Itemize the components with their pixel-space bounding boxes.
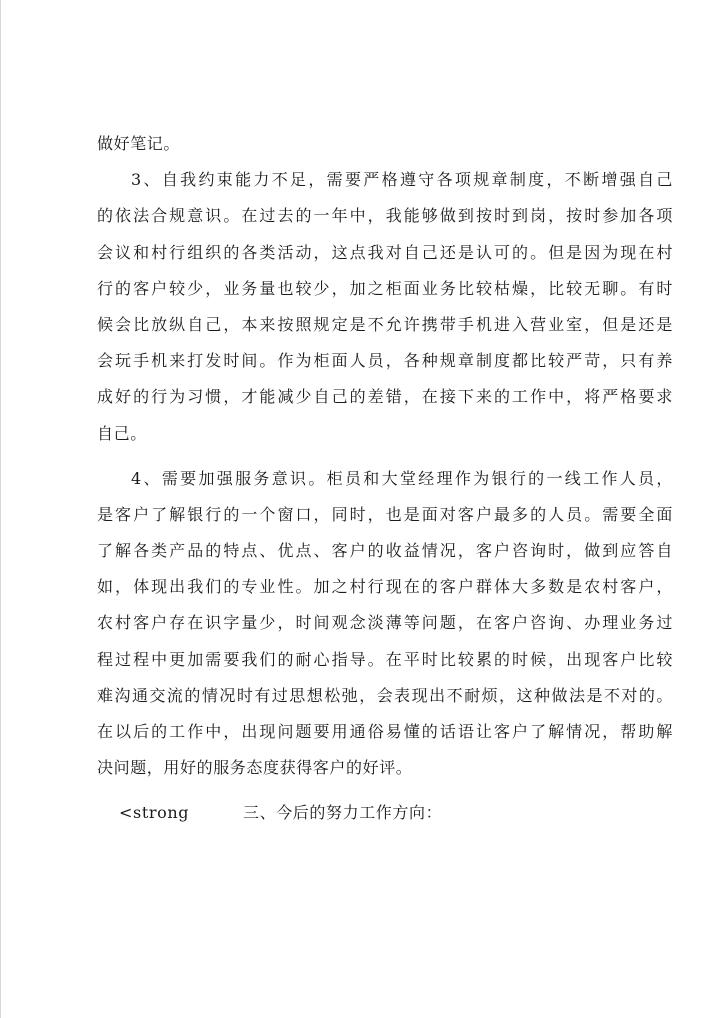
text-line: 程过程中更加需要我们的耐心指导。在平时比较累的时候，出现客户比较 [97,649,673,669]
heading-tag-text: <strong [119,803,190,823]
text-line: 3、自我约束能力不足，需要严格遵守各项规章制度，不断增强自己 [131,170,673,190]
text-line: 决问题，用好的服务态度获得客户的好评。 [97,758,413,778]
text-line: 4、需要加强服务意识。柜员和大堂经理作为银行的一线工作人员， [131,468,673,488]
text-line: 难沟通交流的情况时有过思想松弛，会表现出不耐烦，这种做法是不对的。 [97,685,673,705]
text-line: 自己。 [97,423,147,443]
text-line: 行的客户较少，业务量也较少，加之柜面业务比较枯燥，比较无聊。有时 [97,278,673,298]
text-line: 会玩手机来打发时间。作为柜面人员，各种规章制度都比较严苛，只有养 [97,351,673,371]
paragraph-3 [97,162,673,452]
text-line: 候会比放纵自己，本来按照规定是不允许携带手机进入营业室，但是还是 [97,314,673,334]
text-line: 如，体现出我们的专业性。加之村行现在的客户群体大多数是农村客户， [97,577,673,597]
text-line: 做好笔记。 [97,134,181,153]
document-body [97,126,673,832]
text-line: 成好的行为习惯，才能减少自己的差错，在接下来的工作中，将严格要求 [97,387,673,407]
text-line: 了解各类产品的特点、优点、客户的收益情况，客户咨询时，做到应答自 [97,541,673,561]
text-line: 农村客户存在识字量少，时间观念淡薄等问题，在客户咨询、办理业务过 [97,613,673,633]
section-heading [97,795,673,831]
text-line: 会议和村行组织的各类活动，这点我对自己还是认可的。但是因为现在村 [97,242,673,262]
heading-text: 三、今后的努力工作方向： [243,803,443,823]
text-line: 的依法合规意识。在过去的一年中，我能够做到按时到岗，按时参加各项 [97,206,673,226]
text-line: 在以后的工作中，出现问题要用通俗易懂的话语让客户了解情况，帮助解 [97,722,673,741]
paragraph-4 [97,461,673,787]
text-line: 是客户了解银行的一个窗口，同时，也是面对客户最多的人员。需要全面 [97,504,673,524]
